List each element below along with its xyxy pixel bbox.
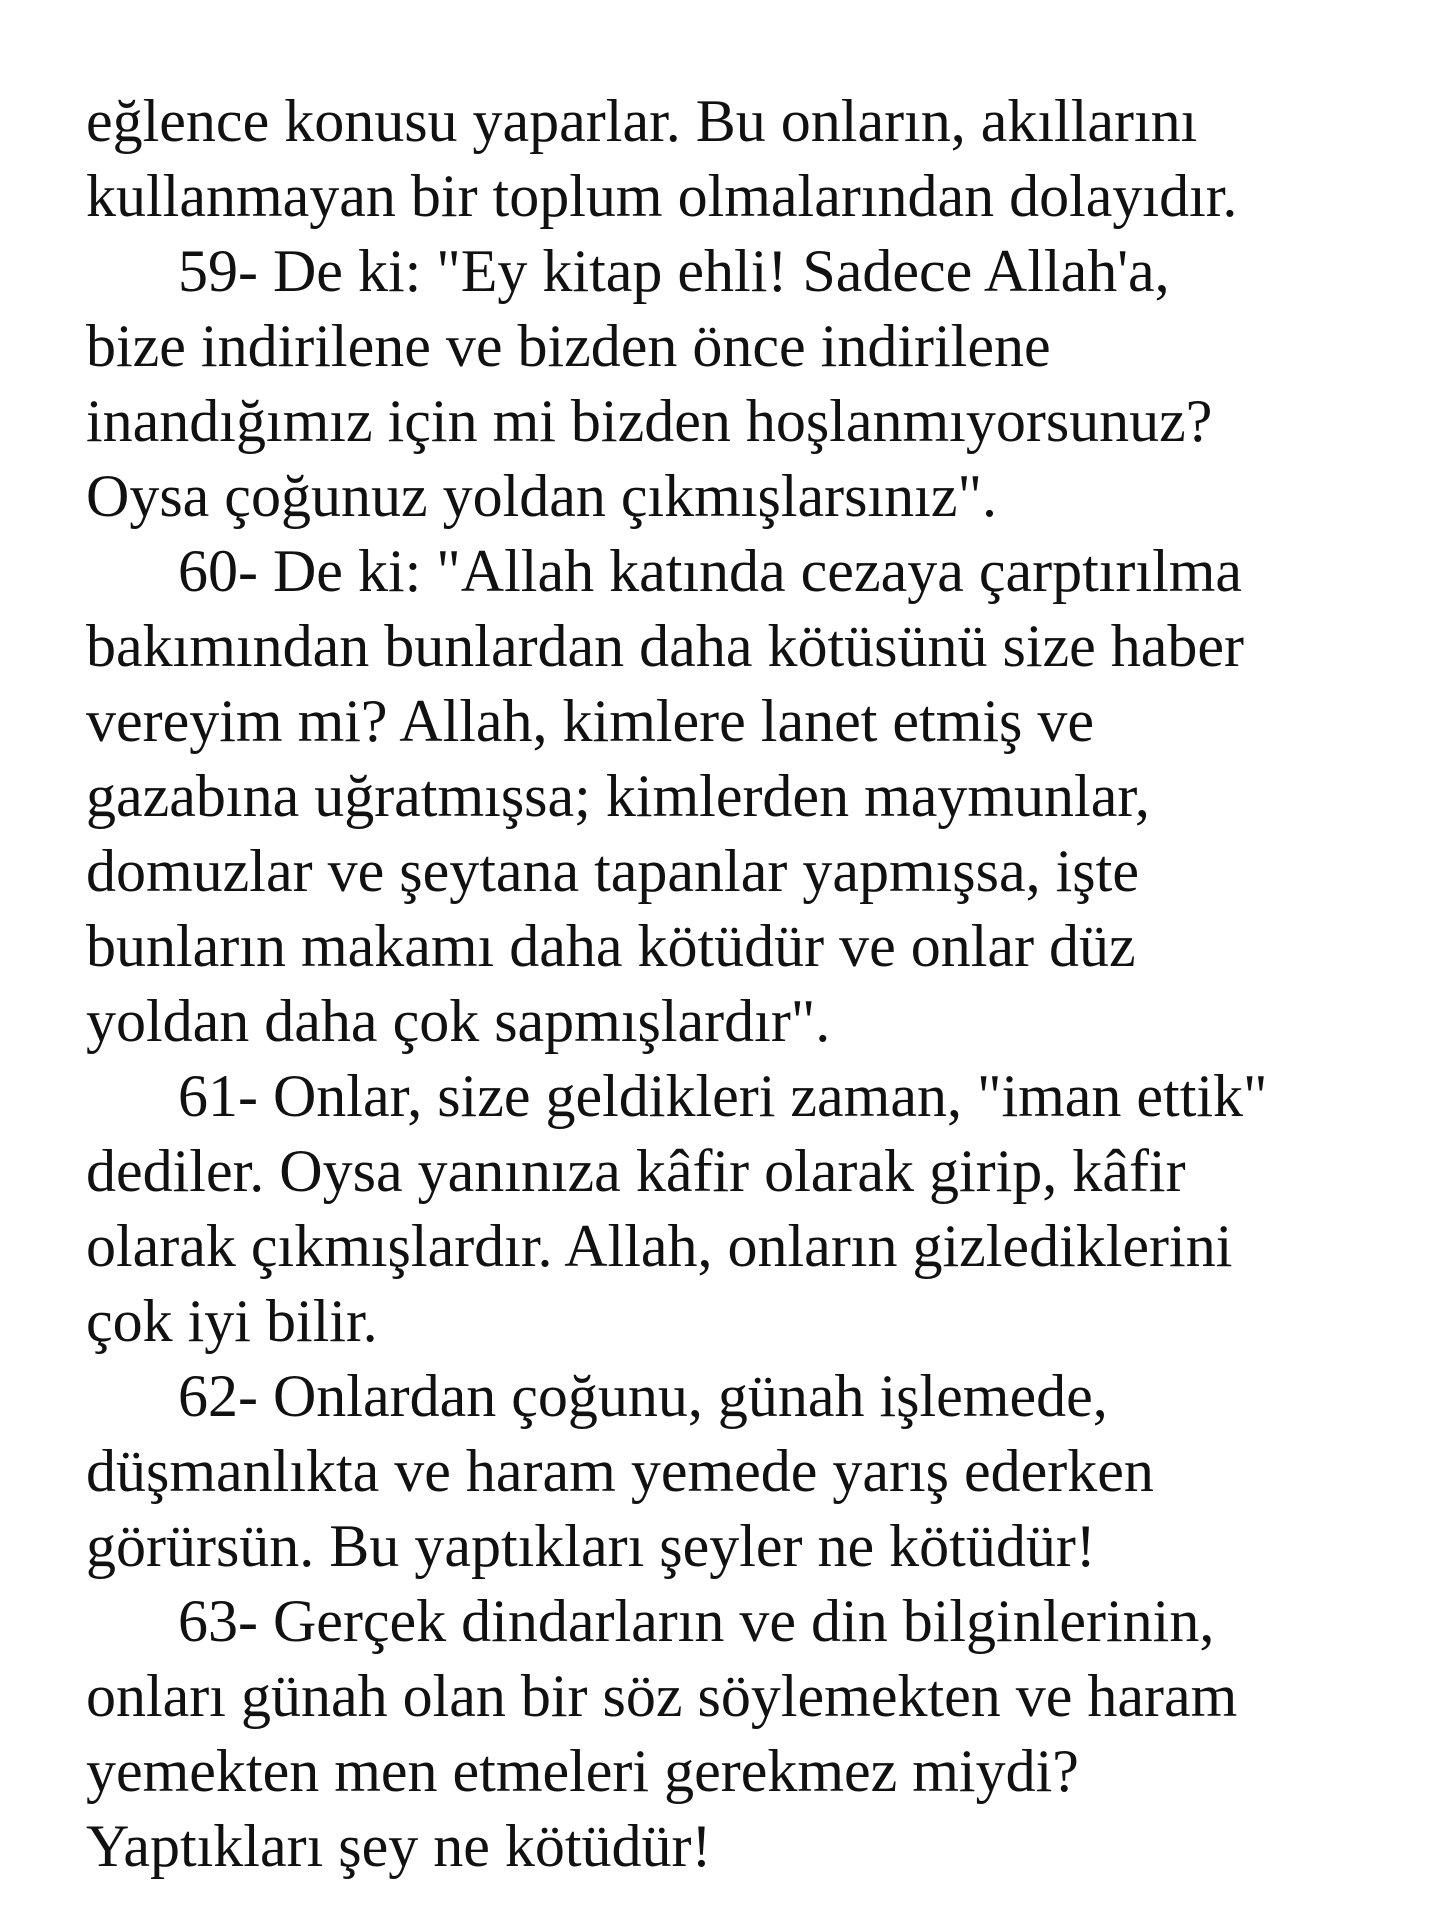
text-line: dediler. Oysa yanınıza kâfir olarak girip, kâfir	[86, 1138, 1186, 1204]
text-line: çok iyi bilir.	[86, 1288, 378, 1354]
text-line: onları günah olan bir söz söylemekten ve haram	[86, 1663, 1238, 1729]
text-line: bunların makamı daha kötüdür ve onlar düz	[86, 913, 1136, 979]
text-line: bize indirilene ve bizden önce indirilene	[86, 313, 1051, 379]
verse-59-line: 59- De ki: "Ey kitap ehli! Sadece Allah'a,	[178, 238, 1170, 304]
verse-61-line: 61- Onlar, size geldikleri zaman, "iman ettik"	[178, 1063, 1268, 1129]
verse-62-line: 62- Onlardan çoğunu, günah işlemede,	[178, 1363, 1108, 1429]
verse-60-line: 60- De ki: "Allah katında cezaya çarptırılma	[178, 538, 1243, 604]
text-line: görürsün. Bu yaptıkları şeyler ne kötüdür!	[86, 1513, 1096, 1579]
text-line: yemekten men etmeleri gerekmez miydi?	[86, 1738, 1079, 1804]
text-line: Yaptıkları şey ne kötüdür!	[86, 1813, 712, 1879]
text-line: yoldan daha çok sapmışlardır".	[86, 988, 831, 1054]
text-line: gazabına uğratmışsa; kimlerden maymunlar,	[86, 763, 1150, 829]
text-line: domuzlar ve şeytana tapanlar yapmışsa, işte	[86, 838, 1139, 904]
text-line: kullanmayan bir toplum olmalarından dolayıdır.	[86, 163, 1238, 229]
text-line: düşmanlıkta ve haram yemede yarış ederken	[86, 1438, 1154, 1504]
text-line: vereyim mi? Allah, kimlere lanet etmiş ve	[86, 688, 1095, 754]
text-line: olarak çıkmışlardır. Allah, onların gizlediklerini	[86, 1213, 1233, 1279]
text-line: eğlence konusu yaparlar. Bu onların, akıllarını	[86, 88, 1198, 154]
document-page	[86, 84, 1406, 1884]
text-line: bakımından bunlardan daha kötüsünü size haber	[86, 613, 1244, 679]
text-line: Oysa çoğunuz yoldan çıkmışlarsınız".	[86, 463, 997, 529]
text-line: inandığımız için mi bizden hoşlanmıyorsunuz?	[86, 388, 1213, 454]
verse-63-line: 63- Gerçek dindarların ve din bilginlerinin,	[178, 1588, 1215, 1654]
